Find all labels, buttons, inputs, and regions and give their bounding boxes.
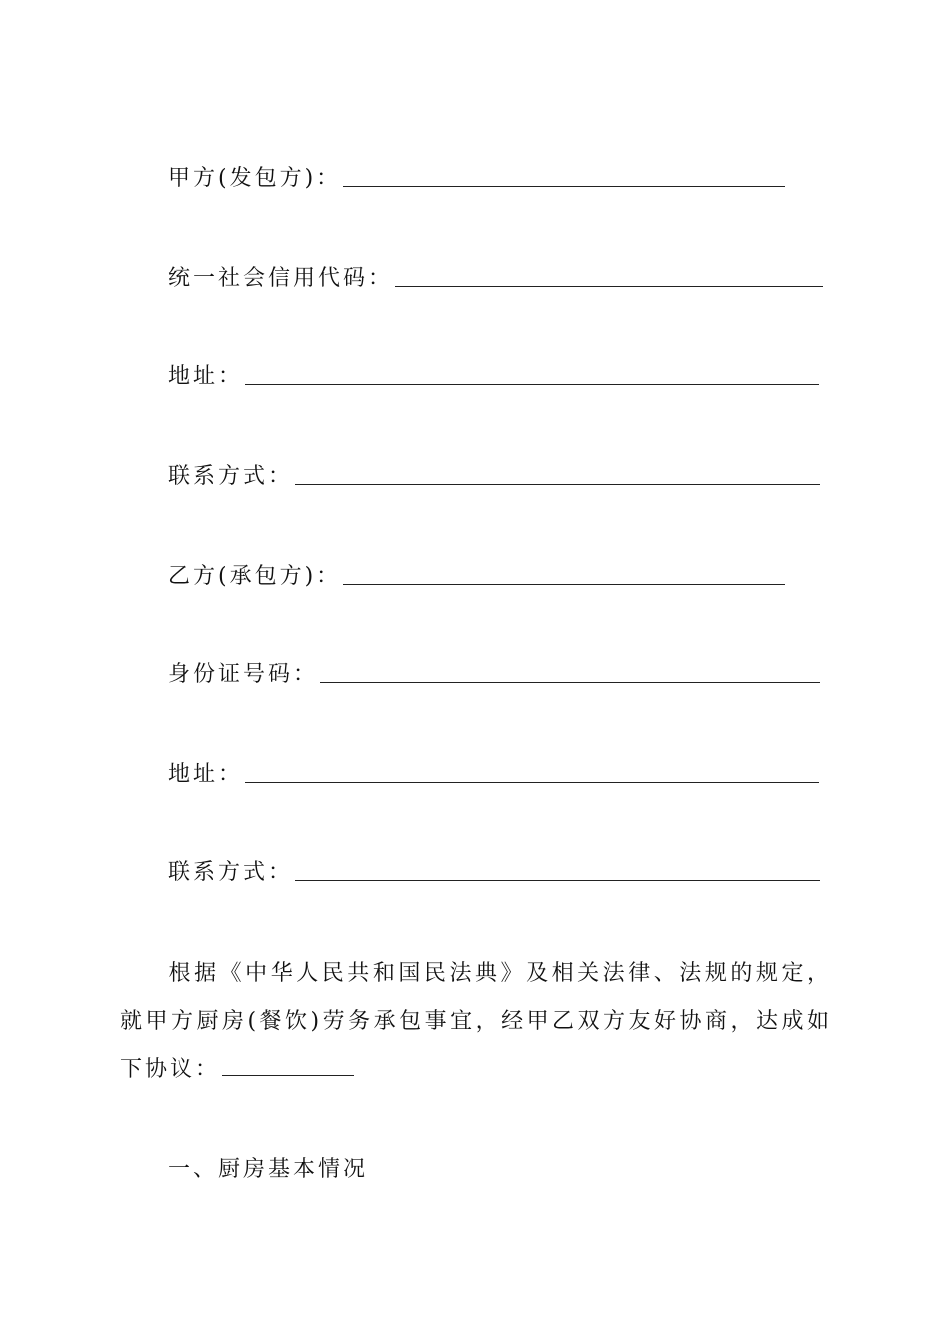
id-number-label: 身份证号码：: [168, 662, 319, 687]
party-a-field: [168, 160, 785, 192]
party-a-address-field: [168, 358, 819, 390]
credit-code-label: 统一社会信用代码：: [168, 266, 394, 291]
party-a-blank[interactable]: [343, 186, 785, 187]
id-number-blank[interactable]: [320, 682, 820, 683]
party-b-address-field: [168, 756, 819, 788]
intro-paragraph: [120, 950, 832, 1094]
party-a-contact-label: 联系方式：: [168, 464, 294, 489]
intro-blank[interactable]: [222, 1074, 354, 1076]
party-b-address-label: 地址：: [168, 762, 244, 787]
party-a-label: 甲方(发包方)：: [168, 166, 342, 191]
party-b-contact-blank[interactable]: [295, 880, 820, 881]
party-a-address-label: 地址：: [168, 364, 244, 389]
party-b-label: 乙方(承包方)：: [168, 564, 342, 589]
id-number-field: [168, 656, 820, 688]
credit-code-field: [168, 260, 823, 292]
party-b-contact-label: 联系方式：: [168, 860, 294, 885]
party-b-address-blank[interactable]: [245, 782, 819, 783]
intro-text: 根据《中华人民共和国民法典》及相关法律、法规的规定，就甲方厨房(餐饮)劳务承包事宜，经甲乙双方友好协商，达成如下协议：: [120, 961, 832, 1082]
party-b-blank[interactable]: [343, 584, 785, 585]
party-a-address-blank[interactable]: [245, 384, 819, 385]
party-a-contact-field: [168, 458, 820, 490]
party-b-field: [168, 558, 785, 590]
credit-code-blank[interactable]: [395, 286, 823, 287]
party-a-contact-blank[interactable]: [295, 484, 820, 485]
section-heading: 一、厨房基本情况: [168, 1157, 369, 1182]
party-b-contact-field: [168, 854, 820, 886]
